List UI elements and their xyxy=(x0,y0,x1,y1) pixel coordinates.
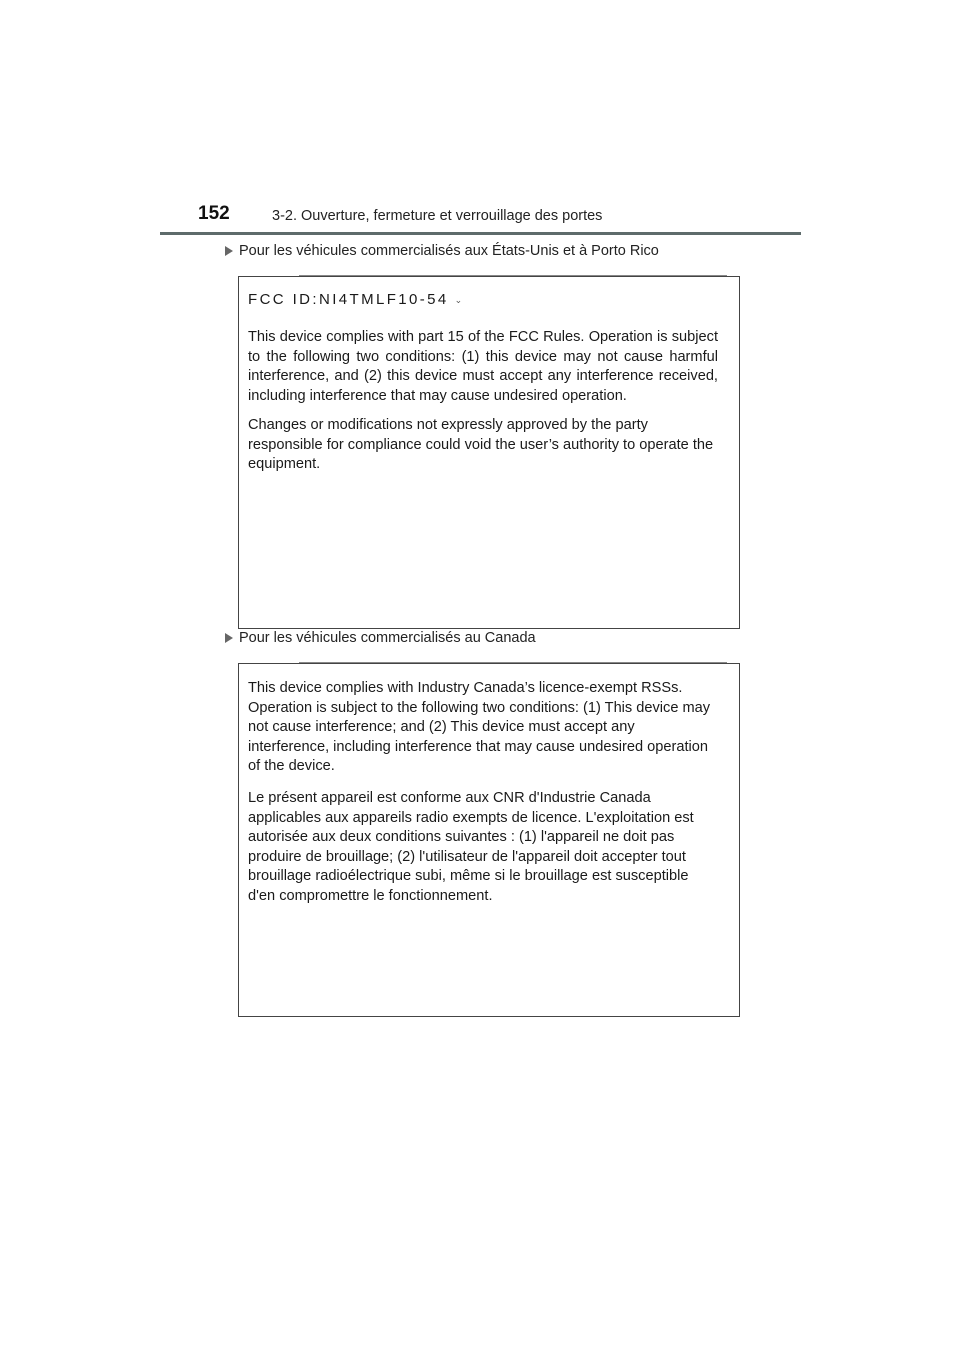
ic-notice-box xyxy=(238,663,740,1017)
box-top-divider xyxy=(299,275,727,276)
section-heading-canada xyxy=(225,630,536,646)
section-heading-label: Pour les véhicules commercialisés au Canada xyxy=(239,630,536,646)
triangle-bullet-icon xyxy=(225,633,233,643)
ic-english-paragraph: This device complies with Industry Canada’s licence-exempt RSSs. Operation is subject to the following two conditions: (1) This device may not cause interference; and (2) This device must accept any interference, including interference that may cause undesired operation of the device. xyxy=(248,680,711,775)
ic-french-paragraph: Le présent appareil est conforme aux CNR d'Industrie Canada applicables aux appareils radio exempts de licence. L'exploitation est autorisée aux deux conditions suivantes : (1) l'appareil ne doit pas produire de brouillage; (2) l'utilisateur de l'appareil doit accepter tout brouillage radioélectrique subi, même si le brouillage est susceptible d'en compromettre le fonctionnement. xyxy=(248,790,694,904)
fcc-id-text: FCC ID:NI4TMLF10-54 xyxy=(248,291,449,308)
fcc-notice-box xyxy=(238,276,740,629)
fcc-id-label xyxy=(248,291,462,308)
header-divider xyxy=(160,232,801,235)
page-number: 152 xyxy=(198,203,230,224)
fcc-changes-paragraph: Changes or modifications not expressly approved by the party responsible for compliance could void the user’s authority to operate the equipment. xyxy=(248,417,714,473)
chapter-title: 3-2. Ouverture, fermeture et verrouillage des portes xyxy=(272,208,603,224)
box-top-divider xyxy=(299,662,727,663)
fcc-compliance-paragraph: This device complies with part 15 of the FCC Rules. Operation is subject to the following two conditions: (1) this device may not cause harmful interference, and (2) this device must accept any interference received, including interference that may cause undesired operation. xyxy=(248,329,718,404)
triangle-bullet-icon xyxy=(225,246,233,256)
section-heading-label: Pour les véhicules commercialisés aux États-Unis et à Porto Rico xyxy=(239,243,659,259)
section-heading-usa xyxy=(225,243,659,259)
check-mark-icon: ⌄ xyxy=(454,294,463,305)
